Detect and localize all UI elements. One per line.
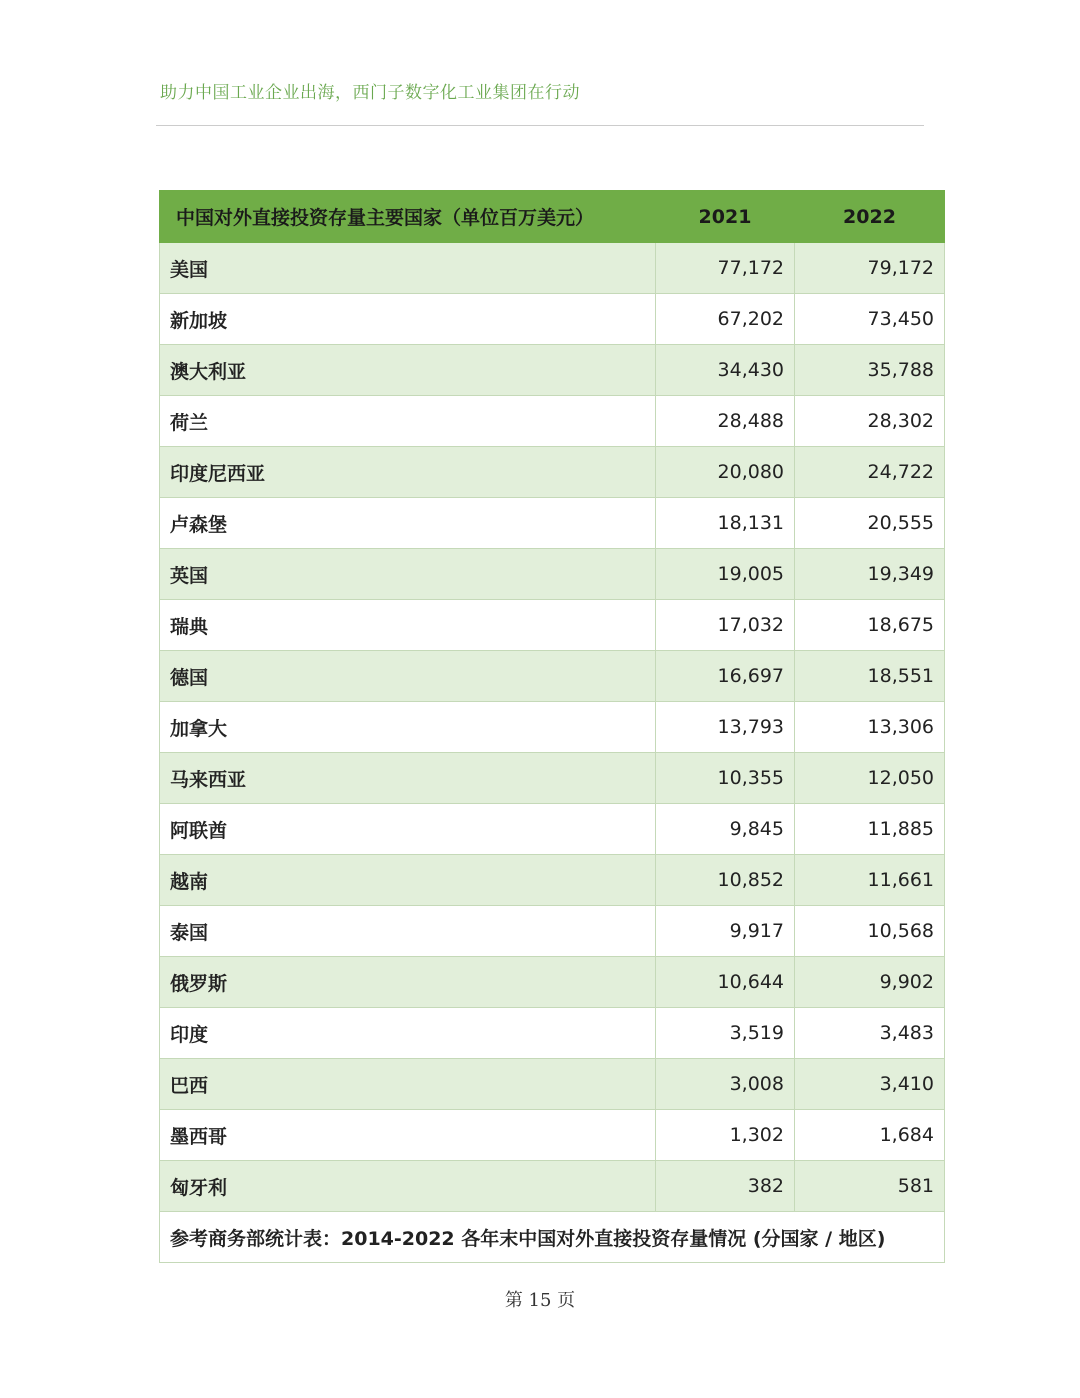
value-2022-cell: 13,306 <box>795 702 945 753</box>
value-2022-cell: 35,788 <box>795 345 945 396</box>
source-row <box>160 1212 945 1263</box>
country-cell: 俄罗斯 <box>160 957 656 1008</box>
value-2021-cell: 9,845 <box>656 804 795 855</box>
table-header-row <box>160 191 945 243</box>
value-2021-cell: 28,488 <box>656 396 795 447</box>
table-row <box>160 855 945 906</box>
value-2022-cell: 10,568 <box>795 906 945 957</box>
value-2022-cell: 581 <box>795 1161 945 1212</box>
value-2022-cell: 24,722 <box>795 447 945 498</box>
country-cell: 墨西哥 <box>160 1110 656 1161</box>
country-cell: 澳大利亚 <box>160 345 656 396</box>
value-2021-cell: 3,008 <box>656 1059 795 1110</box>
table-row <box>160 345 945 396</box>
country-cell: 马来西亚 <box>160 753 656 804</box>
table-row <box>160 804 945 855</box>
value-2021-cell: 3,519 <box>656 1008 795 1059</box>
value-2021-cell: 10,852 <box>656 855 795 906</box>
country-cell: 卢森堡 <box>160 498 656 549</box>
value-2021-cell: 17,032 <box>656 600 795 651</box>
table-row <box>160 600 945 651</box>
table-row <box>160 651 945 702</box>
value-2021-cell: 13,793 <box>656 702 795 753</box>
country-cell: 新加坡 <box>160 294 656 345</box>
country-cell: 荷兰 <box>160 396 656 447</box>
page-header-title: 助力中国工业企业出海，西门子数字化工业集团在行动 <box>160 83 580 103</box>
value-2022-cell: 20,555 <box>795 498 945 549</box>
table-row <box>160 243 945 294</box>
table-row <box>160 1110 945 1161</box>
table-row <box>160 498 945 549</box>
source-note: 参考商务部统计表：2014-2022 各年末中国对外直接投资存量情况 (分国家 / 地区) <box>160 1212 945 1263</box>
country-cell: 美国 <box>160 243 656 294</box>
table-row <box>160 753 945 804</box>
country-cell: 阿联酋 <box>160 804 656 855</box>
country-cell: 匈牙利 <box>160 1161 656 1212</box>
table-row <box>160 1008 945 1059</box>
country-cell: 英国 <box>160 549 656 600</box>
value-2022-cell: 1,684 <box>795 1110 945 1161</box>
investment-table <box>159 190 945 1263</box>
value-2022-cell: 73,450 <box>795 294 945 345</box>
value-2022-cell: 79,172 <box>795 243 945 294</box>
value-2021-cell: 16,697 <box>656 651 795 702</box>
country-cell: 印度 <box>160 1008 656 1059</box>
country-cell: 印度尼西亚 <box>160 447 656 498</box>
value-2021-cell: 34,430 <box>656 345 795 396</box>
table-body <box>160 243 945 1263</box>
column-header-2022: 2022 <box>795 191 945 243</box>
value-2021-cell: 67,202 <box>656 294 795 345</box>
value-2022-cell: 3,483 <box>795 1008 945 1059</box>
page-number: 第 15 页 <box>504 1290 576 1311</box>
country-cell: 泰国 <box>160 906 656 957</box>
column-header-2021: 2021 <box>656 191 795 243</box>
table-row <box>160 702 945 753</box>
value-2022-cell: 19,349 <box>795 549 945 600</box>
table-row <box>160 294 945 345</box>
value-2021-cell: 1,302 <box>656 1110 795 1161</box>
table-row <box>160 1059 945 1110</box>
value-2022-cell: 3,410 <box>795 1059 945 1110</box>
country-cell: 德国 <box>160 651 656 702</box>
value-2022-cell: 18,551 <box>795 651 945 702</box>
table-row <box>160 957 945 1008</box>
value-2022-cell: 11,885 <box>795 804 945 855</box>
table-row <box>160 447 945 498</box>
table-row <box>160 549 945 600</box>
value-2022-cell: 9,902 <box>795 957 945 1008</box>
table-row <box>160 906 945 957</box>
value-2022-cell: 28,302 <box>795 396 945 447</box>
value-2021-cell: 18,131 <box>656 498 795 549</box>
value-2021-cell: 10,355 <box>656 753 795 804</box>
value-2022-cell: 11,661 <box>795 855 945 906</box>
value-2021-cell: 77,172 <box>656 243 795 294</box>
table-row <box>160 1161 945 1212</box>
value-2022-cell: 18,675 <box>795 600 945 651</box>
country-cell: 巴西 <box>160 1059 656 1110</box>
table-row <box>160 396 945 447</box>
value-2021-cell: 10,644 <box>656 957 795 1008</box>
country-cell: 瑞典 <box>160 600 656 651</box>
header-divider <box>156 125 924 126</box>
country-cell: 越南 <box>160 855 656 906</box>
column-header-country: 中国对外直接投资存量主要国家（单位百万美元） <box>160 191 656 243</box>
value-2021-cell: 19,005 <box>656 549 795 600</box>
value-2021-cell: 9,917 <box>656 906 795 957</box>
value-2022-cell: 12,050 <box>795 753 945 804</box>
country-cell: 加拿大 <box>160 702 656 753</box>
value-2021-cell: 382 <box>656 1161 795 1212</box>
value-2021-cell: 20,080 <box>656 447 795 498</box>
